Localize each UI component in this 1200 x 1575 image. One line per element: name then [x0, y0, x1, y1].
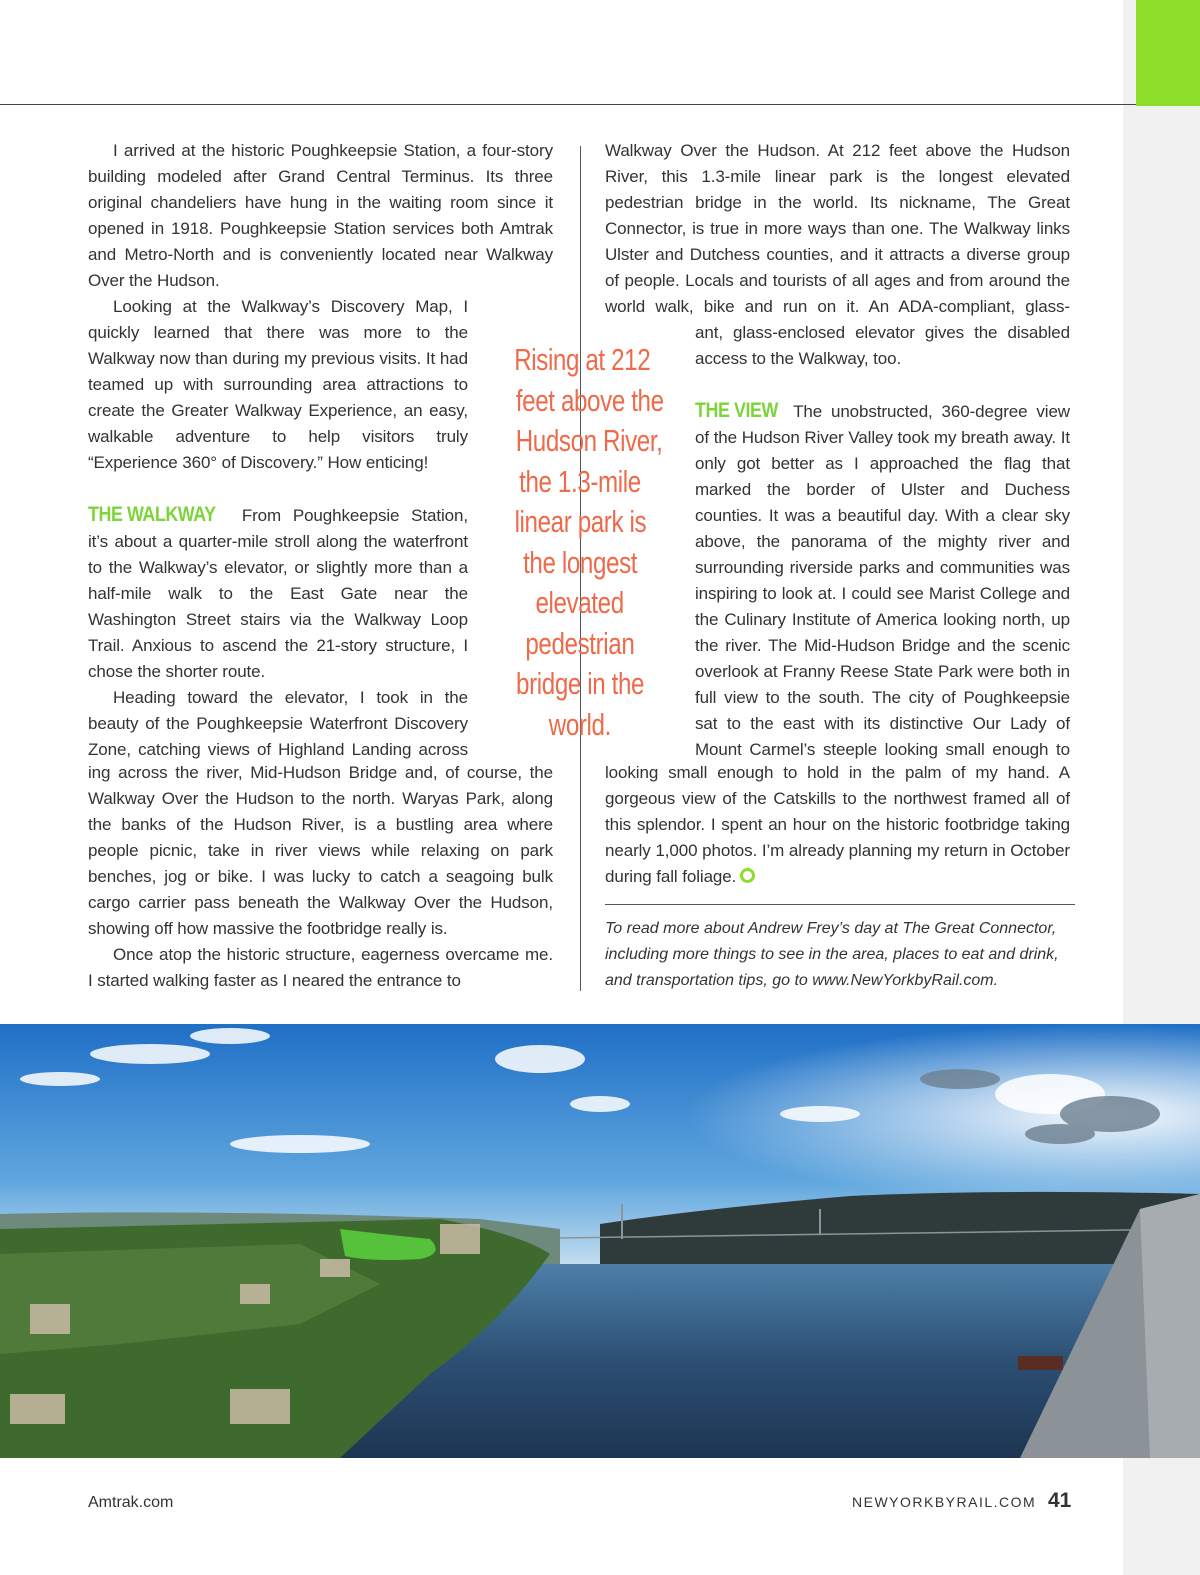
- pull-quote-line: feet above the: [515, 382, 664, 418]
- end-mark-icon: [740, 868, 755, 883]
- right-column-mid: [695, 320, 1070, 762]
- paragraph-discovery-map: Looking at the Walkway’s Discovery Map, I quickly learned that there was more to the Walkway now than during my previous visits. It had teamed up with surrounding area attractions to create the Greater Walkway Experience, an easy, walkable adventure to help visitors truly “Experience 360° of Discovery.” How enticing!: [88, 297, 468, 472]
- right-column-top: [605, 138, 1070, 320]
- pull-quote-line: world.: [548, 706, 612, 742]
- panorama-photo: [0, 1024, 1200, 1458]
- paragraph-walkway: From Poughkeepsie Station, it’s about a quarter-mile stroll along the waterfront to the Walkway’s elevator, or slightly more than a half-mile walk to the East Gate near the Washington Street stairs via the Walkway Loop Trail. Anxious to ascend the 21-story structure, I chose the shorter route.: [88, 506, 468, 681]
- section-view: [695, 398, 1070, 762]
- left-column-mid: [88, 294, 468, 763]
- section-color-tab: [1136, 0, 1200, 106]
- pull-quote-line: linear park is: [514, 504, 646, 539]
- left-column-top: [88, 138, 553, 294]
- paragraph-elevator-continued: ing across the river, Mid-Hudson Bridge and, of course, the Walkway Over the Hudson to the north. Waryas Park, along the banks of the Hudson River, is a bustling area where people picnic, take in river views while relaxing on park benches, jog or bike. I was lucky to catch a seagoing bulk cargo carrier pass beneath the Walkway Over the Hudson, showing off how massive the footbridge really is.: [88, 763, 553, 938]
- pull-quote-line: bridge in the: [515, 666, 645, 701]
- heading-the-walkway: THE WALKWAY: [88, 503, 216, 526]
- paragraph-elevator: Heading toward the elevator, I took in the beauty of the Poughkeepsie Waterfront Discovery Zone, catching views of Highland Landing across: [88, 688, 468, 759]
- pull-quote-line: the 1.3-mile: [519, 463, 641, 499]
- panorama-illustration: [0, 1024, 1200, 1458]
- left-column-bottom: [88, 760, 553, 994]
- note-rule: [605, 904, 1075, 905]
- paragraph-ada: ant, glass-enclosed elevator gives the disabled access to the Walkway, too.: [695, 323, 1070, 368]
- footer-site-right: NEWYORKBYRAIL.COM: [852, 1494, 1037, 1510]
- header-rule: [0, 104, 1136, 105]
- read-more-note: To read more about Andrew Frey’s day at The Great Connector, including more things to see in the area, places to eat and drink, and transportation tips, go to www.NewYorkbyRail.com.: [605, 920, 1059, 989]
- section-walkway: [88, 502, 468, 685]
- pull-quote-line: elevated: [535, 585, 625, 620]
- pull-quote-line: pedestrian: [525, 625, 635, 661]
- heading-the-view: THE VIEW: [695, 399, 778, 422]
- paragraph-great-connector: Walkway Over the Hudson. At 212 feet above the Hudson River, this 1.3-mile linear park is the longest elevated pedestrian bridge in the world. Its nickname, The Great Connector, is true in more ways than one. The Walkway links Ulster and Dutchess counties, and it attracts a diverse group of people. Locals and tourists of all ages and from around the world walk, bike and run on it. An ADA-compliant, glass-: [605, 141, 1070, 316]
- pull-quote: [495, 340, 665, 745]
- paragraph-view: The unobstructed, 360-degree view of the Hudson River Valley took my breath away. It only got better as I approached the flag that marked the border of Ulster and Duchess counties. It was a beautiful day. With a clear sky above, the panorama of the mighty river and surrounding riverside parks and communities was inspiring to look at. I could see Marist College and the Culinary Institute of America looking north, up the river. The Mid-Hudson Bridge and the scenic overlook at Franny Reese State Park were both in full view to the south. The city of Poughkeepsie sat to the east with its distinctive Our Lady of Mount Carmel’s steeple looking small enough to: [695, 402, 1070, 759]
- paragraph-view-continued: looking small enough to hold in the palm of my hand. A gorgeous view of the Catskills to the northwest framed all of this splendor. I spent an hour on the historic footbridge taking nearly 1,000 photos. I’m already planning my return in October during fall foliage.: [605, 763, 1070, 886]
- pull-quote-line: the longest: [522, 544, 637, 580]
- paragraph-atop: Once atop the historic structure, eagerness overcame me. I started walking faster as I neared the entrance to: [88, 945, 553, 990]
- page-number: 41: [1048, 1489, 1072, 1512]
- footer-site-left: Amtrak.com: [88, 1494, 174, 1511]
- pull-quote-line: Rising at 212: [514, 342, 651, 377]
- paragraph-station: I arrived at the historic Poughkeepsie Station, a four-story building modeled after Grand Central Terminus. Its three original chandeliers have hung in the waiting room since it opened in 1918. Poughkeepsie Station services both Amtrak and Metro-North and is conveniently located near Walkway Over the Hudson.: [88, 141, 553, 290]
- right-column-bottom: [605, 760, 1070, 890]
- pull-quote-line: Hudson River,: [515, 423, 663, 458]
